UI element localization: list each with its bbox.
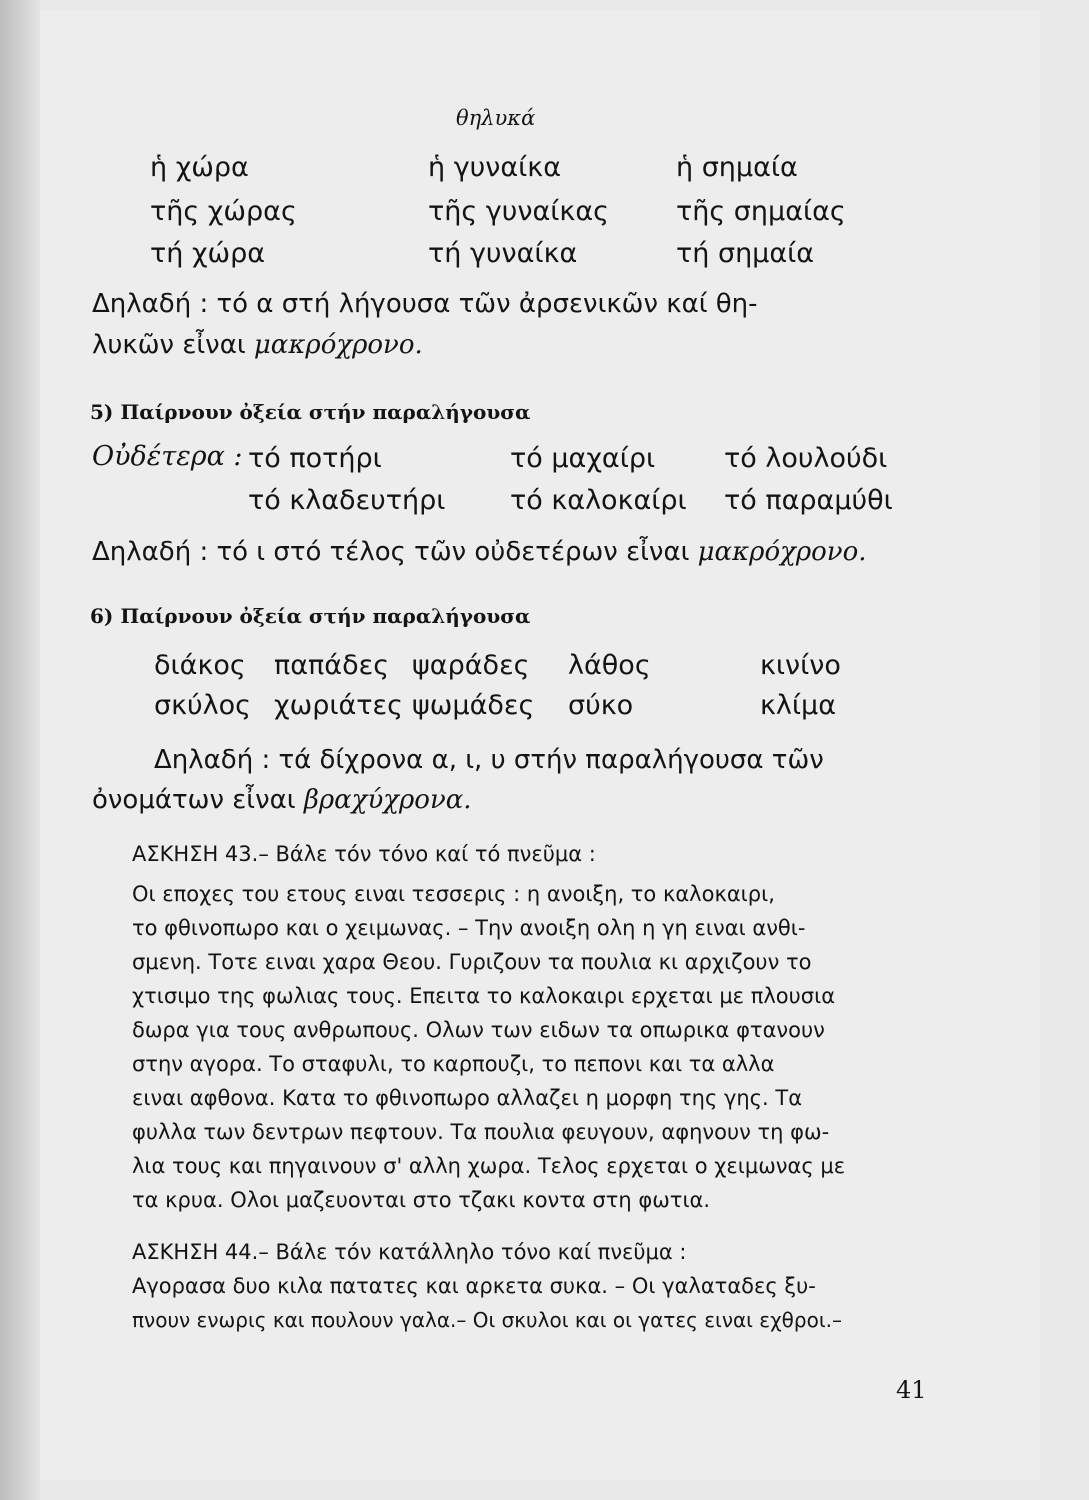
- neuter-word: τό ποτήρι: [248, 443, 382, 474]
- section-heading: 5) Παίρνουν ὀξεία στήν παραλήγουσα: [90, 400, 531, 424]
- feminine-word: ἡ χώρα: [150, 152, 249, 183]
- neuter-word: τό παραμύθι: [724, 485, 893, 516]
- exercise-44-line: Αγορασα δυο κιλα πατατες και αρκετα συκα. – Οι γαλαταδες ξυ-: [132, 1274, 816, 1298]
- word: λάθος: [568, 650, 651, 681]
- feminine-word: τή σημαία: [676, 238, 815, 269]
- neuter-word: τό καλοκαίρι: [510, 485, 687, 516]
- exercise-43-line: τα κρυα. Ολοι μαζευονται στο τζακι κοντα στη φωτια.: [132, 1188, 711, 1212]
- feminine-title: θηλυκά: [456, 106, 536, 130]
- neuter-word: τό λουλούδι: [724, 443, 888, 474]
- exercise-43-line: φυλλα των δεντρων πεφτουν. Τα πουλια φευγουν, αφηνουν τη φω-: [132, 1120, 830, 1144]
- neuter-word: τό μαχαίρι: [510, 443, 656, 474]
- word: παπάδες: [274, 650, 390, 681]
- exercise-43-line: δωρα για τους ανθρωπους. Ολων των ειδων τα οπωρικα φτανουν: [132, 1018, 825, 1042]
- word: ψωμάδες: [412, 690, 535, 721]
- feminine-word: τῆς χώρας: [150, 196, 297, 227]
- feminine-word: τῆς γυναίκας: [428, 196, 609, 227]
- section-label: Οὐδέτερα :: [92, 441, 243, 472]
- word: σκύλος: [154, 690, 251, 721]
- exercise-43-line: χτισιμο της φωλιας τους. Επειτα το καλοκαιρι ερχεται με πλουσια: [132, 984, 836, 1008]
- rule-line: [92, 785, 472, 815]
- exercise-43-line: σμενη. Τοτε ειναι χαρα Θεου. Γυριζουν τα πουλια κι αρχιζουν το: [132, 950, 812, 974]
- rule-text: Δηλαδή : τό ι στό τέλος τῶν οὐδετέρων εἶναι: [92, 537, 690, 567]
- word: διάκος: [154, 650, 246, 681]
- feminine-word: ἡ γυναίκα: [428, 152, 562, 183]
- rule-emphasis: μακρόχρονο.: [697, 537, 867, 567]
- feminine-word: τή γυναίκα: [428, 238, 578, 269]
- page-gutter-shadow: [0, 0, 40, 1500]
- neuter-rule-line: [92, 537, 867, 567]
- word: χωριάτες: [274, 690, 403, 721]
- exercise-43-line: λια τους και πηγαινουν σ' αλλη χωρα. Τελος ερχεται ο χειμωνας με: [132, 1154, 846, 1178]
- rule-text: λυκῶν εἶναι: [92, 330, 246, 360]
- feminine-word: τῆς σημαίας: [676, 196, 846, 227]
- rule-emphasis: μακρόχρονο.: [253, 330, 423, 360]
- section-heading: 6) Παίρνουν ὀξεία στήν παραλήγουσα: [90, 604, 531, 628]
- exercise-44-line: πνουν ενωρις και πουλουν γαλα.– Οι σκυλοι και οι γατες ειναι εχθροι.–: [132, 1308, 842, 1332]
- exercise-44-title: ΑΣΚΗΣΗ 44.– Βάλε τόν κατάλληλο τόνο καί πνεῦμα :: [132, 1240, 687, 1264]
- exercise-43-line: το φθινοπωρο και ο χειμωνας. – Την ανοιξη ολη η γη ειναι ανθι-: [132, 916, 806, 940]
- rule-line: Δηλαδή : τά δίχρονα α, ι, υ στήν παραλήγουσα τῶν: [154, 745, 824, 775]
- word: κινίνο: [760, 650, 841, 681]
- page-number: 41: [896, 1376, 927, 1404]
- exercise-43-title: ΑΣΚΗΣΗ 43.– Βάλε τόν τόνο καί τό πνεῦμα :: [132, 842, 596, 866]
- rule-emphasis: βραχύχρονα.: [303, 785, 472, 815]
- exercise-43-line: Οι εποχες του ετους ειναι τεσσερις : η ανοιξη, το καλοκαιρι,: [132, 882, 775, 906]
- feminine-word: τή χώρα: [150, 238, 266, 269]
- word: ψαράδες: [412, 650, 530, 681]
- exercise-43-line: στην αγορα. Το σταφυλι, το καρπουζι, το πεπονι και τα αλλα: [132, 1052, 775, 1076]
- feminine-rule-line: [92, 330, 423, 360]
- exercise-43-line: ειναι αφθονα. Κατα το φθινοπωρο αλλαζει η μορφη της γης. Τα: [132, 1086, 803, 1110]
- feminine-rule-line: Δηλαδή : τό α στή λήγουσα τῶν ἀρσενικῶν καί θη-: [92, 289, 758, 319]
- word: κλίμα: [760, 690, 837, 721]
- feminine-word: ἡ σημαία: [676, 152, 798, 183]
- rule-text: ὀνομάτων εἶναι: [92, 785, 296, 815]
- word: σύκο: [568, 690, 634, 721]
- neuter-word: τό κλαδευτήρι: [248, 485, 446, 516]
